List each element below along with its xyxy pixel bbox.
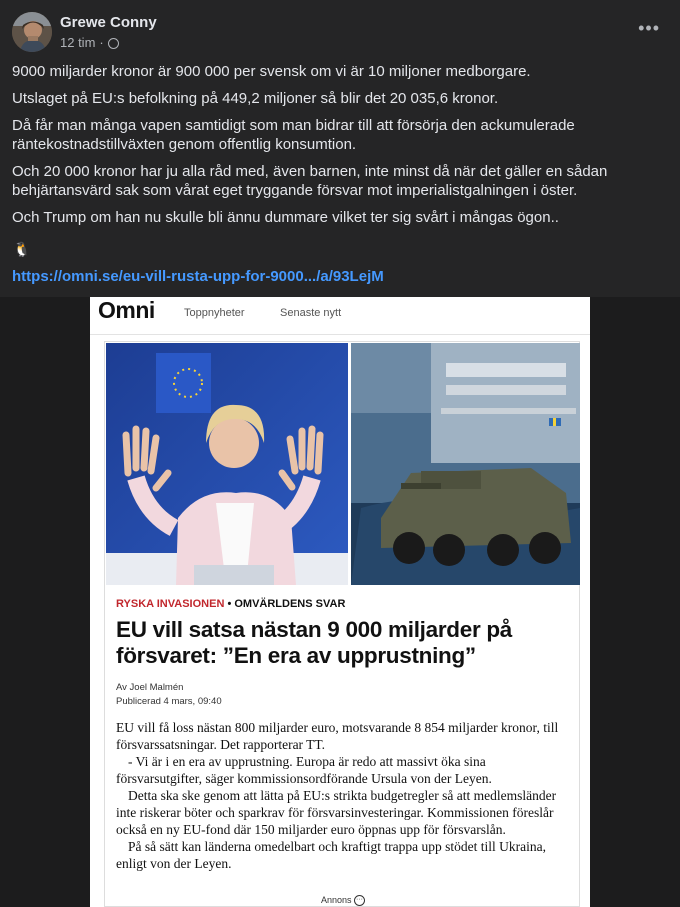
facebook-post [0,0,680,297]
post-time[interactable]: 12 tim [60,35,96,50]
ad-label [105,895,581,906]
post-paragraph: Och Trump om han nu skulle bli ännu dummare vilket ter sig svårt i mångas ögon.. [12,209,559,226]
post-paragraph: Och 20 000 kronor har ju alla råd med, även barnen, inte minst då när det gäller en sådan behjärtansvärd sak som vårat eget tryggande försvar mot imperialistgalningen i öster. [12,163,608,199]
kicker-topic: RYSKA INVASIONEN [116,598,225,610]
article-kicker [116,598,345,610]
article-paragraph: EU vill få loss nästan 800 miljarder euro, motsvarande 8 854 miljarder kronor, till försvarssatsningar. Det rapporterar TT. [116,720,559,752]
more-options-button[interactable]: ••• [638,18,660,38]
author-name[interactable]: Grewe Conny [60,14,157,31]
byline-date: Publicerad 4 mars, 09:40 [116,696,222,707]
post-paragraph: Utslaget på EU:s befolkning på 449,2 miljoner så blir det 20 035,6 kronor. [12,90,499,107]
armored-vehicle-photo [351,343,580,585]
nav-senaste-nytt: Senaste nytt [280,307,342,319]
kicker-separator: • [224,598,235,610]
article-paragraph: Detta ska ske genom att lätta på EU:s strikta budgetregler så att medlemsländer inte riskerar böter och sparkrav för försvarsinvesteringar. Kommissionen föreslår också en ny EU-fond där 150 miljarder euro öppnas upp för försvarslån. [116,788,557,837]
ad-more-icon: ··· [354,895,365,906]
article-byline [116,681,222,709]
post-meta [60,35,119,50]
omni-article-page [90,297,590,907]
ad-text: Annons [320,895,352,905]
author-avatar[interactable] [12,12,52,52]
omni-logo: Omni [98,297,155,323]
nav-toppnyheter: Toppnyheter [184,307,245,319]
von-der-leyen-photo [106,343,348,585]
penguin-emoji-icon: 🐧 [13,241,31,257]
meta-separator: · [99,35,104,50]
article-card [104,341,580,907]
omni-header [90,297,590,335]
globe-icon [108,38,119,49]
article-paragraph: - Vi är i en era av upprustning. Europa är redo att massivt öka sina försvarsutgifter, säger kommissionsordförande Ursula von der Leyen. [116,754,492,786]
kicker-subtopic: OMVÄRLDENS SVAR [234,598,346,610]
post-paragraph: Då får man många vapen samtidigt som man bidrar till att försörja den ackumulerade räntekostnadstillväxten genom offentlig konsumtion. [12,117,575,153]
post-paragraph: 9000 miljarder kronor är 900 000 per svensk om vi är 10 miljoner medborgare. [12,63,531,80]
article-body [116,719,572,872]
article-link[interactable]: https://omni.se/eu-vill-rusta-upp-for-9000.../a/93LejM [12,268,384,285]
article-paragraph: På så sätt kan länderna omedelbart och kraftigt trappa upp stödet till Ukraina, enligt von der Leyen. [116,839,546,871]
post-text [12,62,652,235]
article-headline: EU vill satsa nästan 9 000 miljarder på försvaret: ”En era av upprustning” [116,617,513,668]
byline-author: Av Joel Malmén [116,682,184,693]
shared-screenshot[interactable] [0,297,680,907]
